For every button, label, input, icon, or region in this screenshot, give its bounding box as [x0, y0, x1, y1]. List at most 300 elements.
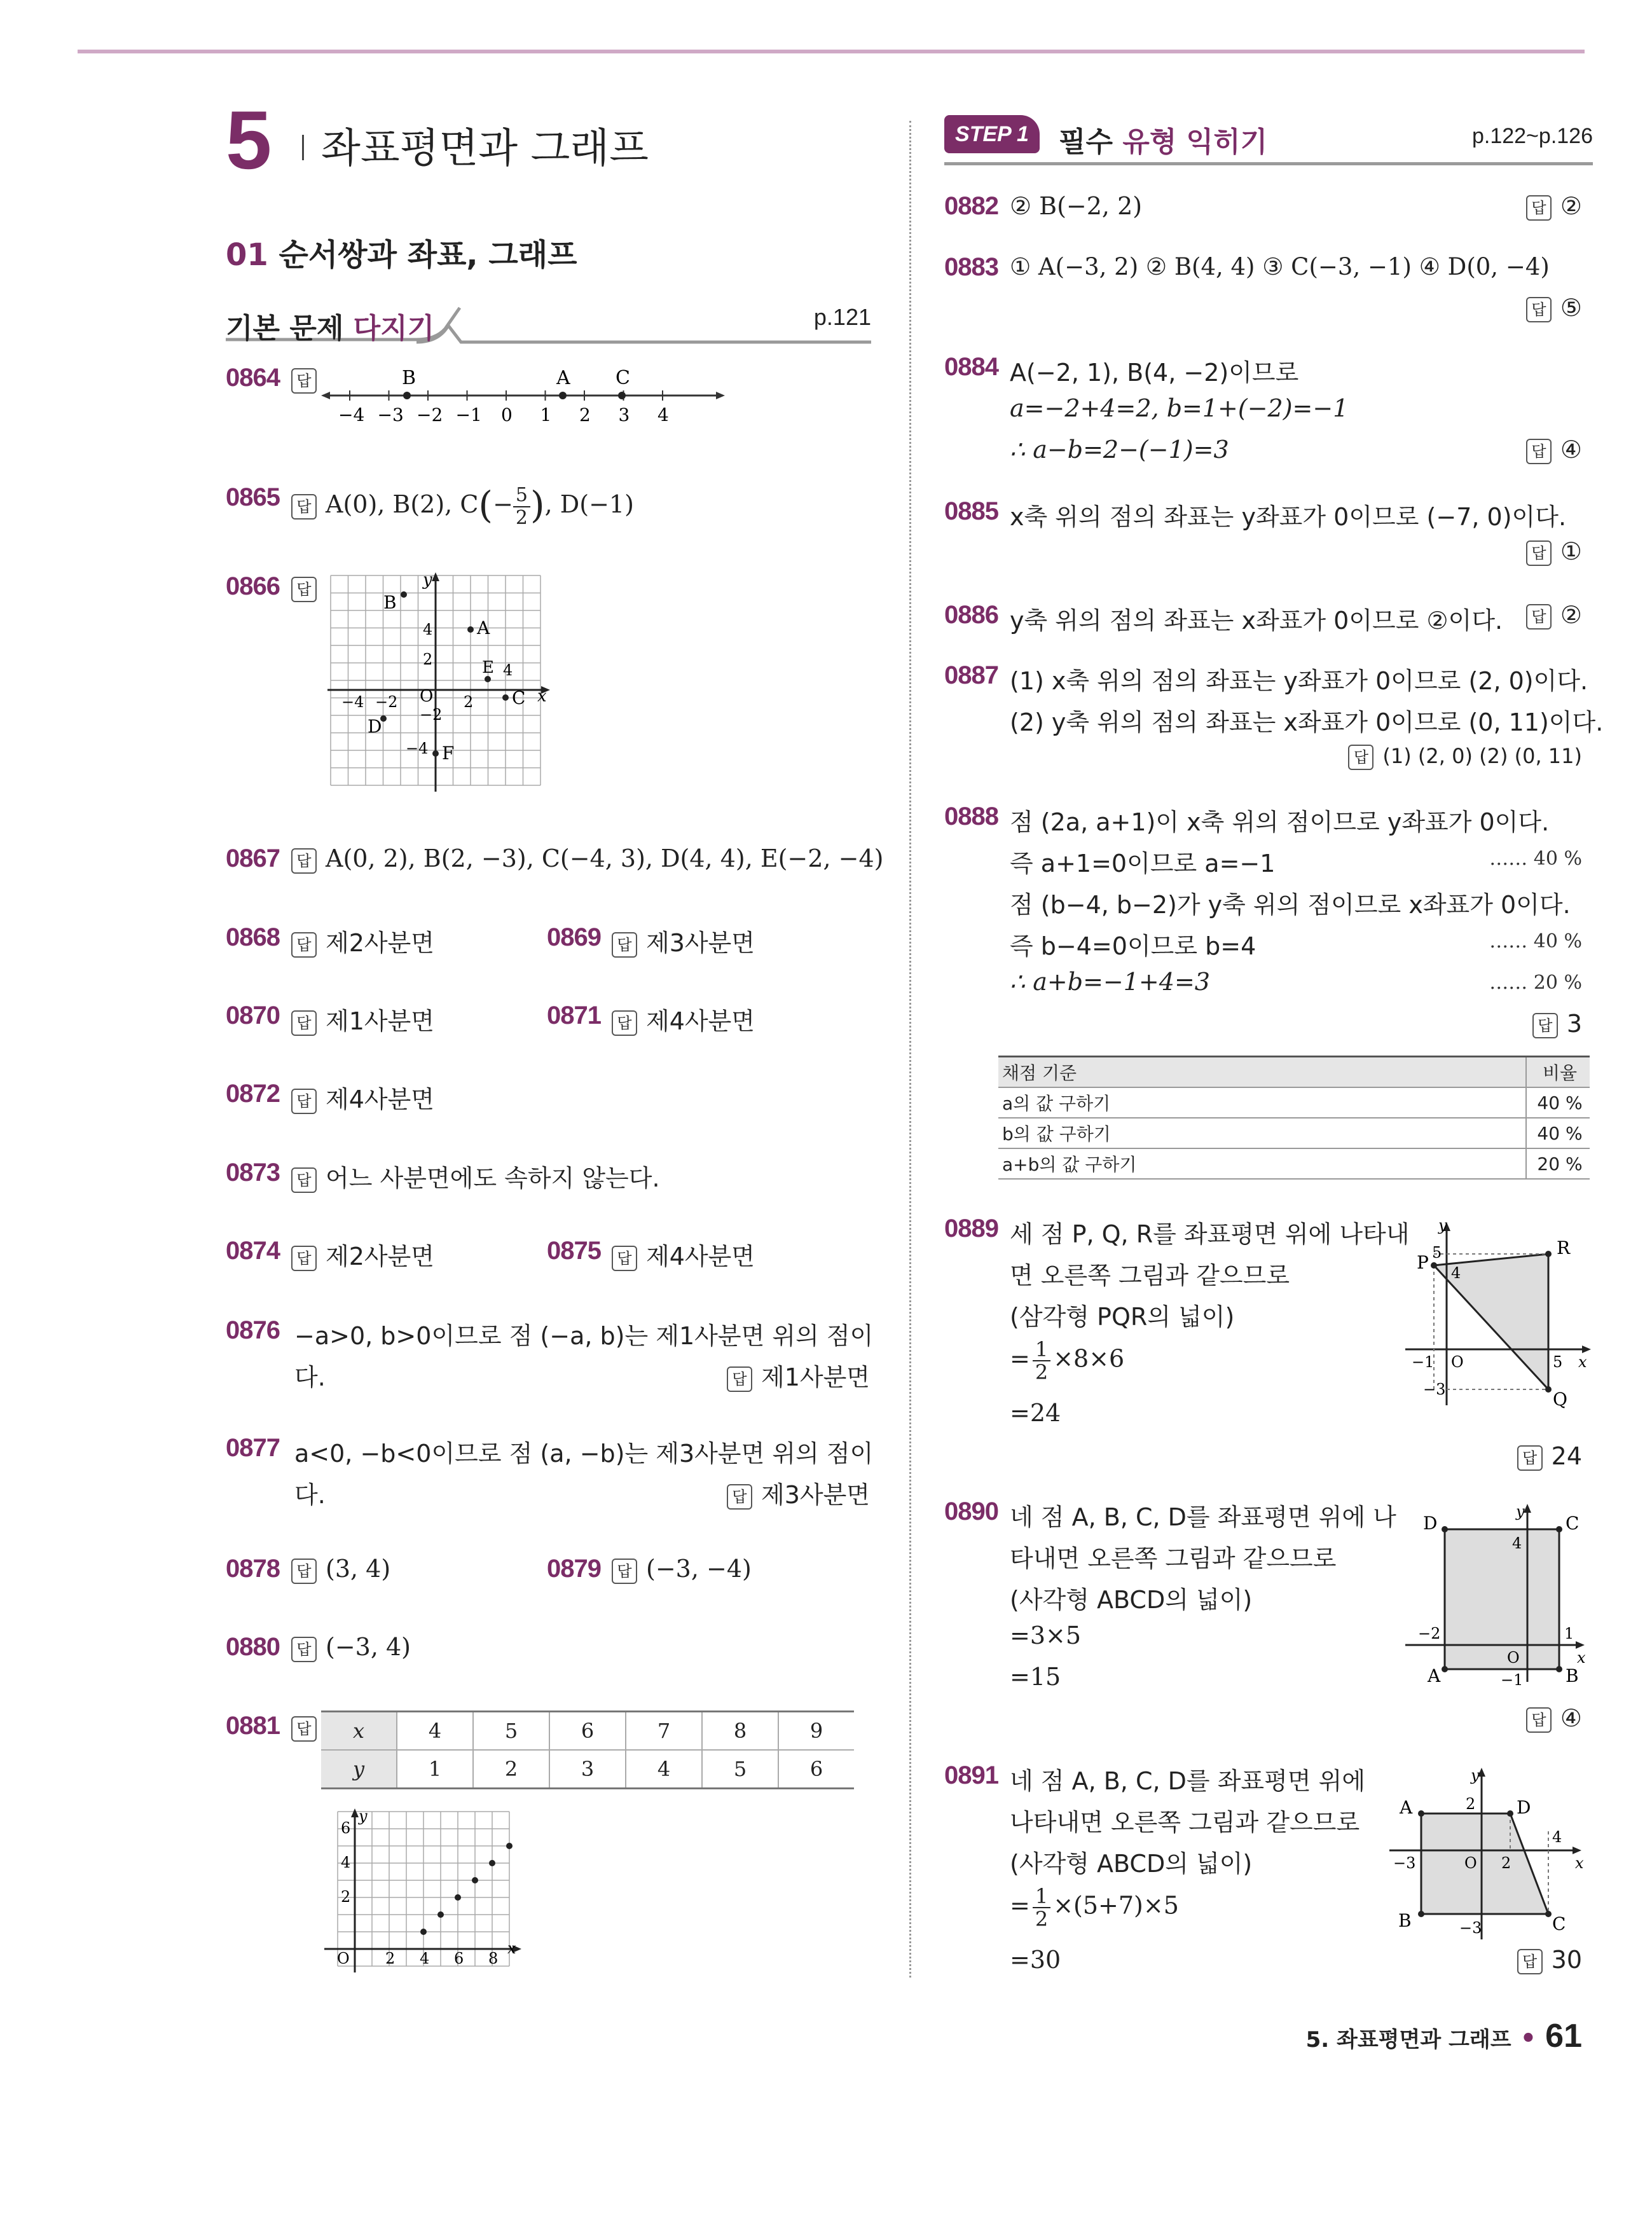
- answer-line: [291, 923, 434, 958]
- svg-text:2: 2: [341, 1888, 351, 1906]
- answer-mark: [291, 574, 326, 602]
- problem-number: 0865: [226, 483, 280, 511]
- problem-number: 0888: [944, 802, 998, 830]
- answer-text: (3, 4): [326, 1555, 391, 1583]
- svg-text:2: 2: [1466, 1795, 1476, 1813]
- dap-icon: 답: [1526, 439, 1552, 464]
- dap-icon: 답: [1526, 1707, 1552, 1733]
- dap-icon: 답: [291, 1559, 317, 1584]
- dap-icon: 답: [1517, 1949, 1543, 1974]
- answer-line: [291, 1237, 434, 1272]
- answer-text: (−3, −4): [646, 1555, 752, 1583]
- svg-text:x: x: [1578, 1353, 1587, 1371]
- answer-line: [612, 1237, 755, 1272]
- label-c: C: [616, 368, 630, 389]
- point-a: [467, 626, 474, 633]
- plot-point: [420, 1929, 427, 1935]
- score-percent: …… 40 %: [1489, 848, 1582, 870]
- dap-icon: 답: [1526, 540, 1552, 566]
- problem-number: 0873: [226, 1159, 280, 1187]
- trapezoid-figure-0891: [1389, 1761, 1593, 1946]
- quadrilateral-abcd: [1421, 1814, 1548, 1914]
- chapter-title: 좌표평면과 그래프: [321, 125, 649, 172]
- answer-text: 3: [1566, 1010, 1582, 1038]
- table-header: 채점 기준: [998, 1057, 1526, 1088]
- footer-section: 5. 좌표평면과 그래프: [1305, 2027, 1511, 2053]
- svg-text:2: 2: [464, 693, 474, 711]
- rectangle-figure-0890: [1405, 1497, 1596, 1688]
- tick-label: 3: [618, 404, 630, 425]
- solution-line: 즉 b−4=0이므로 b=4: [1010, 932, 1256, 960]
- basic-problems-header: [226, 300, 871, 346]
- answer-text: 제1사분면: [326, 1007, 435, 1035]
- step-pages: p.122~p.126: [1471, 124, 1593, 148]
- solution-line: a=−2+4=2, b=1+(−2)=−1: [1010, 394, 1349, 422]
- problem-number: 0890: [944, 1497, 998, 1525]
- dap-icon: 답: [291, 1246, 317, 1271]
- svg-text:−3: −3: [1393, 1854, 1416, 1872]
- dap-icon: 답: [291, 848, 317, 874]
- svg-text:8: 8: [488, 1950, 499, 1967]
- solution-line: ∴ a+b=−1+4=3: [1010, 968, 1210, 996]
- solution-line: 면 오른쪽 그림과 같으므로: [1010, 1262, 1290, 1290]
- answer-line: [291, 844, 883, 874]
- expression: ×8×6: [1053, 1344, 1125, 1373]
- table-header-y: y: [321, 1750, 397, 1789]
- answer-mark: [291, 1713, 326, 1742]
- svg-text:B: B: [1566, 1665, 1579, 1686]
- solution-line: 나타내면 오른쪽 그림과 같으므로: [1010, 1808, 1360, 1836]
- tick-label: −4: [338, 404, 365, 425]
- problem-number: 0879: [547, 1555, 601, 1583]
- svg-text:−2: −2: [375, 693, 398, 711]
- point-b: [401, 591, 407, 598]
- solution-line: 다.: [294, 1363, 326, 1391]
- problem-number: 0881: [226, 1712, 280, 1740]
- fraction-denominator: 2: [515, 506, 528, 529]
- chapter-separator: [302, 135, 304, 160]
- top-rule: [78, 50, 1585, 53]
- dap-icon: 답: [291, 932, 317, 958]
- answer-text: 24: [1551, 1442, 1582, 1470]
- dap-icon: 답: [291, 1010, 317, 1036]
- label-a: A: [556, 368, 570, 389]
- final-answer: [1526, 294, 1582, 322]
- final-answer: [1532, 1010, 1582, 1038]
- final-answer: [1348, 744, 1582, 770]
- scoring-table: [998, 1056, 1590, 1180]
- table-cell: 3: [549, 1750, 626, 1789]
- plot-point: [506, 1843, 513, 1849]
- tick-label: 0: [501, 404, 513, 425]
- svg-text:F: F: [442, 743, 455, 764]
- dap-icon: 답: [291, 1716, 317, 1742]
- table-cell: 40 %: [1526, 1118, 1590, 1148]
- table-cell: 40 %: [1526, 1087, 1590, 1118]
- table-cell: 20 %: [1526, 1148, 1590, 1179]
- y-axis-arrow: [432, 572, 439, 581]
- problem-number: 0871: [547, 1001, 601, 1029]
- answer-text: ②: [1560, 601, 1582, 629]
- point-f: [432, 750, 439, 757]
- problem-number: 0869: [547, 923, 601, 951]
- answer-text: 제4사분면: [646, 1007, 755, 1035]
- basic-problems-label: [226, 305, 434, 346]
- triangle-figure: [1405, 1215, 1596, 1412]
- svg-text:D: D: [1517, 1797, 1531, 1818]
- problem-number: 0889: [944, 1215, 998, 1242]
- answer-text: 제3사분면: [761, 1481, 870, 1509]
- answer-line: 답 A(0), B(2), C(− $\frac{5}{2}$ ), D(−1): [291, 483, 634, 529]
- step-title-a: 필수: [1059, 126, 1123, 158]
- svg-text:x: x: [537, 687, 547, 706]
- final-answer: [1526, 601, 1582, 630]
- problem-number: 0878: [226, 1555, 280, 1583]
- svg-text:1: 1: [1564, 1625, 1574, 1642]
- table-cell: 5: [473, 1712, 549, 1751]
- problem-number: 0884: [944, 353, 998, 381]
- point-a: [559, 392, 567, 399]
- solution-line: =30: [1010, 1946, 1061, 1974]
- answer-text: 제2사분면: [326, 929, 435, 957]
- svg-text:D: D: [1423, 1513, 1438, 1534]
- svg-text:D: D: [368, 716, 382, 737]
- solution-line: 네 점 A, B, C, D를 좌표평면 위에 나: [1010, 1503, 1396, 1531]
- svg-text:6: 6: [454, 1950, 464, 1967]
- solution-line: (삼각형 PQR의 넓이): [1010, 1303, 1235, 1331]
- problem-number: 0885: [944, 497, 998, 525]
- number-line-arrow-left: [321, 392, 330, 399]
- final-answer: [1526, 436, 1582, 464]
- solution-line: 타내면 오른쪽 그림과 같으므로: [1010, 1545, 1337, 1573]
- fraction-denominator: 2: [1035, 1907, 1049, 1931]
- value-table: [321, 1710, 854, 1789]
- table-cell: 1: [397, 1750, 473, 1789]
- solution-line: x축 위의 점의 좌표는 y좌표가 0이므로 (−7, 0)이다.: [1010, 503, 1567, 531]
- svg-text:−1: −1: [1501, 1671, 1524, 1688]
- final-answer: [1526, 537, 1582, 566]
- solution-line: =15: [1010, 1663, 1061, 1691]
- dap-icon: 답: [612, 1559, 637, 1584]
- answer-line: [612, 1555, 752, 1584]
- dap-icon: 답: [291, 1637, 317, 1662]
- point-b: [403, 392, 411, 399]
- svg-text:O: O: [1464, 1854, 1477, 1872]
- answer-text: 제2사분면: [326, 1242, 435, 1270]
- svg-text:B: B: [1398, 1910, 1412, 1931]
- table-header-x: x: [321, 1712, 397, 1751]
- answer-line: [291, 1633, 411, 1662]
- dap-icon: 답: [291, 1167, 317, 1193]
- svg-text:4: 4: [1552, 1828, 1562, 1846]
- step-header: [944, 111, 1593, 169]
- table-cell: 7: [626, 1712, 702, 1751]
- problem-number: 0877: [226, 1434, 280, 1462]
- section-title: [226, 230, 577, 274]
- step-badge: STEP 1: [944, 115, 1040, 153]
- svg-text:5: 5: [1553, 1353, 1563, 1371]
- answer-text: ④: [1560, 1704, 1582, 1732]
- svg-text:x: x: [1577, 1649, 1586, 1667]
- dap-icon: 답: [1526, 297, 1552, 322]
- solution-line: [1010, 1339, 1124, 1383]
- svg-text:y: y: [359, 1807, 368, 1825]
- basic-problems-pages: p.121: [813, 304, 871, 330]
- dap-icon: 답: [1517, 1445, 1543, 1471]
- page-footer: [1306, 2017, 1582, 2055]
- svg-text:4: 4: [1512, 1534, 1522, 1552]
- dap-icon: 답: [727, 1366, 752, 1392]
- svg-text:−2: −2: [420, 706, 443, 724]
- answer-text: 30: [1551, 1946, 1582, 1974]
- svg-text:y: y: [1438, 1216, 1447, 1234]
- table-cell: 4: [397, 1712, 473, 1751]
- svg-text:6: 6: [341, 1819, 351, 1837]
- tick-label: 4: [657, 404, 669, 425]
- answer-text: ①: [1560, 537, 1582, 565]
- answer-line: [291, 1080, 434, 1115]
- table-cell: 6: [549, 1712, 626, 1751]
- step-underline: [944, 162, 1593, 165]
- equals: =: [1010, 1344, 1030, 1373]
- answer-line: [612, 1001, 755, 1036]
- answer-text: (1) (2, 0) (2) (0, 11): [1382, 744, 1582, 768]
- table-cell: b의 값 구하기: [998, 1118, 1526, 1148]
- dap-icon: 답: [1526, 604, 1552, 630]
- svg-text:4: 4: [1451, 1264, 1461, 1282]
- table-cell: a의 값 구하기: [998, 1087, 1526, 1118]
- tick-label: 1: [540, 404, 552, 425]
- solution-line: ① A(−3, 2) ② B(4, 4) ③ C(−3, −1) ④ D(0, −4): [1010, 253, 1550, 280]
- step-title: [1059, 119, 1267, 160]
- number-line-arrow-right: [716, 392, 725, 399]
- problem-number: 0866: [226, 572, 280, 600]
- table-row: [321, 1750, 854, 1789]
- score-percent: …… 20 %: [1489, 972, 1582, 994]
- problem-number: 0880: [226, 1633, 280, 1661]
- plot-point: [489, 1860, 495, 1866]
- svg-text:y: y: [1471, 1766, 1480, 1784]
- final-answer: [1517, 1442, 1582, 1471]
- dap-icon: 답: [291, 494, 317, 520]
- tick-label: 2: [579, 404, 591, 425]
- solution-line: −a>0, b>0이므로 점 (−a, b)는 제1사분면 위의 점이: [294, 1322, 874, 1350]
- column-divider: [909, 121, 911, 1978]
- dap-icon: 답: [291, 577, 317, 602]
- solution-line: [1010, 1885, 1179, 1930]
- rectangle-abcd: [1445, 1529, 1559, 1669]
- problem-number: 0883: [944, 253, 998, 281]
- solution-line: a<0, −b<0이므로 점 (a, −b)는 제3사분면 위의 점이: [294, 1440, 874, 1468]
- y-axis-arrow: [351, 1808, 359, 1817]
- answer-line: [291, 1159, 660, 1194]
- svg-text:4: 4: [423, 621, 433, 638]
- answer-text: 어느 사분면에도 속하지 않는다.: [326, 1164, 660, 1192]
- fraction-numerator: 1: [1033, 1885, 1050, 1908]
- point-c: [618, 392, 626, 399]
- answer-text: 제1사분면: [761, 1363, 870, 1391]
- x-axis-arrow: [1582, 1346, 1591, 1353]
- tick-label: −2: [416, 404, 443, 425]
- solution-line: (사각형 ABCD의 넓이): [1010, 1586, 1253, 1614]
- dap-icon: 답: [727, 1484, 752, 1510]
- solution-line: 점 (b−4, b−2)가 y축 위의 점이므로 x좌표가 0이다.: [1010, 891, 1571, 919]
- tab-label-a: 기본 문제: [226, 312, 354, 345]
- tab-label-b: 다지기: [353, 312, 435, 345]
- final-answer: [1526, 1704, 1582, 1733]
- problem-number: 0872: [226, 1080, 280, 1108]
- solution-line: (2) y축 위의 점의 좌표는 x좌표가 0이므로 (0, 11)이다.: [1010, 708, 1604, 736]
- svg-text:−2: −2: [1418, 1625, 1441, 1642]
- solution-line: ∴ a−b=2−(−1)=3: [1010, 436, 1229, 464]
- fraction-numerator: 1: [1033, 1339, 1050, 1361]
- svg-text:C: C: [1552, 1913, 1566, 1934]
- solution-line: A(−2, 1), B(4, −2)이므로: [1010, 359, 1299, 387]
- table-row: [998, 1087, 1590, 1118]
- svg-text:5: 5: [1432, 1244, 1442, 1262]
- final-answer: [1526, 192, 1582, 221]
- table-row: [321, 1712, 854, 1751]
- answer-text: (−3, 4): [326, 1633, 411, 1661]
- chapter-number: 5: [226, 93, 272, 186]
- svg-text:O: O: [1507, 1649, 1520, 1667]
- svg-text:P: P: [1417, 1252, 1429, 1273]
- answer-text: A(0, 2), B(2, −3), C(−4, 3), D(4, 4), E(−2, −4): [326, 844, 884, 872]
- score-percent: …… 40 %: [1489, 930, 1582, 953]
- dap-icon: 답: [1532, 1013, 1558, 1038]
- svg-text:2: 2: [1501, 1854, 1511, 1872]
- final-answer: [1517, 1946, 1582, 1974]
- problem-number: 0867: [226, 844, 280, 872]
- svg-text:R: R: [1557, 1237, 1571, 1258]
- svg-text:Q: Q: [1553, 1389, 1567, 1410]
- answer-line: [291, 1001, 434, 1036]
- table-cell: 5: [702, 1750, 778, 1789]
- svg-text:4: 4: [420, 1950, 430, 1967]
- svg-text:E: E: [482, 658, 494, 677]
- x-axis-arrow: [1576, 1641, 1585, 1649]
- dap-icon: 답: [612, 932, 637, 958]
- svg-text:4: 4: [341, 1854, 351, 1871]
- svg-text:−1: −1: [1412, 1353, 1435, 1371]
- dap-icon: 답: [291, 368, 317, 394]
- fraction-numerator: 5: [513, 485, 530, 507]
- table-cell: a+b의 값 구하기: [998, 1148, 1526, 1179]
- problem-number: 0874: [226, 1237, 280, 1265]
- svg-text:−4: −4: [341, 693, 364, 711]
- problem-number: 0875: [547, 1237, 601, 1265]
- plot-point: [455, 1894, 461, 1901]
- svg-text:C: C: [512, 687, 526, 708]
- svg-text:y: y: [1516, 1503, 1525, 1520]
- coordinate-grid-0881: [318, 1806, 528, 1978]
- answer-line: [291, 1555, 390, 1584]
- dap-icon: 답: [1348, 745, 1373, 770]
- footer-bullet: •: [1520, 2024, 1537, 2053]
- answer-text: ⑤: [1560, 294, 1582, 322]
- problem-number: 0876: [226, 1316, 280, 1344]
- solution-line: y축 위의 점의 좌표는 x좌표가 0이므로 ②이다.: [1010, 607, 1503, 635]
- svg-text:B: B: [383, 592, 397, 613]
- answer-text: ④: [1560, 436, 1582, 464]
- table-cell: 6: [778, 1750, 854, 1789]
- answer-text: 제4사분면: [326, 1085, 435, 1113]
- final-answer: [727, 1358, 870, 1393]
- step-title-b: 유형 익히기: [1122, 126, 1268, 158]
- table-cell: 4: [626, 1750, 702, 1789]
- equals: =: [1010, 1891, 1030, 1920]
- solution-line: ② B(−2, 2): [1010, 192, 1143, 220]
- dap-icon: 답: [291, 1089, 317, 1114]
- table-row: [998, 1118, 1590, 1148]
- svg-text:4: 4: [503, 661, 513, 679]
- table-cell: 8: [702, 1712, 778, 1751]
- table-header-row: [998, 1057, 1590, 1088]
- dap-icon: 답: [612, 1010, 637, 1036]
- dap-icon: 답: [1526, 195, 1552, 221]
- svg-text:−3: −3: [1459, 1919, 1482, 1937]
- svg-text:x: x: [1575, 1854, 1584, 1872]
- coordinate-grid-0866: [327, 572, 556, 801]
- solution-line: 세 점 P, Q, R를 좌표평면 위에 나타내: [1010, 1220, 1410, 1248]
- point-c: [502, 694, 509, 701]
- problem-number: 0864: [226, 364, 280, 392]
- solution-line: 다.: [294, 1481, 326, 1509]
- problem-number: 0886: [944, 601, 998, 629]
- expression: ×(5+7)×5: [1053, 1891, 1179, 1920]
- svg-text:O: O: [337, 1950, 350, 1967]
- solution-line: =24: [1010, 1399, 1061, 1427]
- plot-point: [472, 1877, 478, 1883]
- svg-text:O: O: [1451, 1353, 1464, 1371]
- label-b: B: [402, 368, 416, 389]
- solution-line: 즉 a+1=0이므로 a=−1: [1010, 850, 1276, 878]
- svg-text:A: A: [1400, 1797, 1413, 1818]
- svg-text:−4: −4: [406, 740, 429, 757]
- table-row: [998, 1148, 1590, 1179]
- problem-number: 0868: [226, 923, 280, 951]
- problem-number: 0887: [944, 661, 998, 689]
- answer-text: ②: [1560, 192, 1582, 220]
- svg-text:C: C: [1566, 1513, 1580, 1534]
- tick-label: −1: [455, 404, 482, 425]
- x-axis-arrow: [1573, 1847, 1581, 1854]
- answer-mark: [291, 365, 326, 394]
- tick-label: −3: [377, 404, 404, 425]
- table-cell: 9: [778, 1712, 854, 1751]
- final-answer: [727, 1475, 870, 1510]
- number-line: [321, 368, 728, 425]
- plot-point: [437, 1911, 444, 1918]
- section-number: 01: [226, 237, 268, 273]
- solution-line: =3×5: [1010, 1621, 1082, 1649]
- svg-text:x: x: [507, 1939, 516, 1957]
- solution-line: (1) x축 위의 점의 좌표는 y좌표가 0이므로 (2, 0)이다.: [1010, 667, 1588, 695]
- answer-line: [612, 923, 755, 958]
- problem-number: 0882: [944, 192, 998, 220]
- solution-line: 네 점 A, B, C, D를 좌표평면 위에: [1010, 1767, 1366, 1795]
- solution-line: (사각형 ABCD의 넓이): [1010, 1850, 1253, 1878]
- page-number: 61: [1545, 2018, 1582, 2054]
- y-axis-arrow: [1524, 1504, 1531, 1513]
- problem-number: 0891: [944, 1761, 998, 1789]
- table-header: 비율: [1526, 1057, 1590, 1088]
- answer-text: 제3사분면: [646, 929, 755, 957]
- section-name: 순서쌍과 좌표, 그래프: [279, 237, 577, 273]
- svg-text:A: A: [477, 617, 490, 638]
- svg-text:2: 2: [385, 1950, 396, 1967]
- table-cell: 2: [473, 1750, 549, 1789]
